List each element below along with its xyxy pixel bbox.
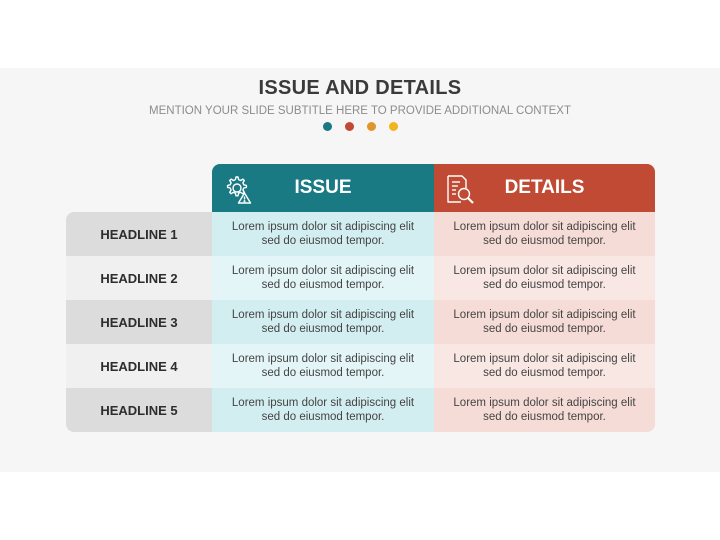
row-headline: HEADLINE 4	[66, 344, 212, 388]
table-row	[66, 212, 655, 256]
details-text: Lorem ipsum dolor sit adipiscing elit sed do eiusmod tempor.	[453, 309, 636, 335]
issue-text: Lorem ipsum dolor sit adipiscing elit sed do eiusmod tempor.	[231, 353, 415, 379]
dot-3	[367, 122, 376, 131]
issue-column-header	[212, 164, 434, 212]
issue-cell	[212, 344, 434, 388]
issue-cell	[212, 256, 434, 300]
table-row	[66, 256, 655, 300]
issue-details-table	[66, 212, 655, 432]
details-cell	[434, 388, 655, 432]
issue-text: Lorem ipsum dolor sit adipiscing elit sed do eiusmod tempor.	[231, 221, 415, 247]
details-text: Lorem ipsum dolor sit adipiscing elit sed do eiusmod tempor.	[453, 221, 636, 247]
row-headline: HEADLINE 2	[66, 256, 212, 300]
table-row	[66, 300, 655, 344]
dot-2	[345, 122, 354, 131]
details-cell	[434, 300, 655, 344]
details-text: Lorem ipsum dolor sit adipiscing elit sed do eiusmod tempor.	[453, 353, 636, 379]
issue-cell	[212, 388, 434, 432]
details-header-label: DETAILS	[504, 177, 585, 198]
issue-header-label: ISSUE	[294, 177, 352, 198]
table-row	[66, 344, 655, 388]
details-column-header	[434, 164, 655, 212]
details-text: Lorem ipsum dolor sit adipiscing elit sed do eiusmod tempor.	[453, 265, 636, 291]
details-text: Lorem ipsum dolor sit adipiscing elit sed do eiusmod tempor.	[453, 397, 636, 423]
row-headline: HEADLINE 3	[66, 300, 212, 344]
dot-1	[323, 122, 332, 131]
issue-text: Lorem ipsum dolor sit adipiscing elit sed do eiusmod tempor.	[231, 309, 415, 335]
issue-text: Lorem ipsum dolor sit adipiscing elit sed do eiusmod tempor.	[231, 265, 415, 291]
slide-title: ISSUE AND DETAILS	[258, 77, 462, 99]
issue-cell	[212, 212, 434, 256]
details-cell	[434, 256, 655, 300]
row-headline: HEADLINE 1	[66, 212, 212, 256]
details-cell	[434, 212, 655, 256]
slide-subtitle: MENTION YOUR SLIDE SUBTITLE HERE TO PROVIDE ADDITIONAL CONTEXT	[149, 105, 571, 117]
issue-text: Lorem ipsum dolor sit adipiscing elit sed do eiusmod tempor.	[231, 397, 415, 423]
row-headline: HEADLINE 5	[66, 388, 212, 432]
decorative-dots	[0, 122, 720, 131]
dot-4	[389, 122, 398, 131]
issue-cell	[212, 300, 434, 344]
table-row	[66, 388, 655, 432]
details-cell	[434, 344, 655, 388]
